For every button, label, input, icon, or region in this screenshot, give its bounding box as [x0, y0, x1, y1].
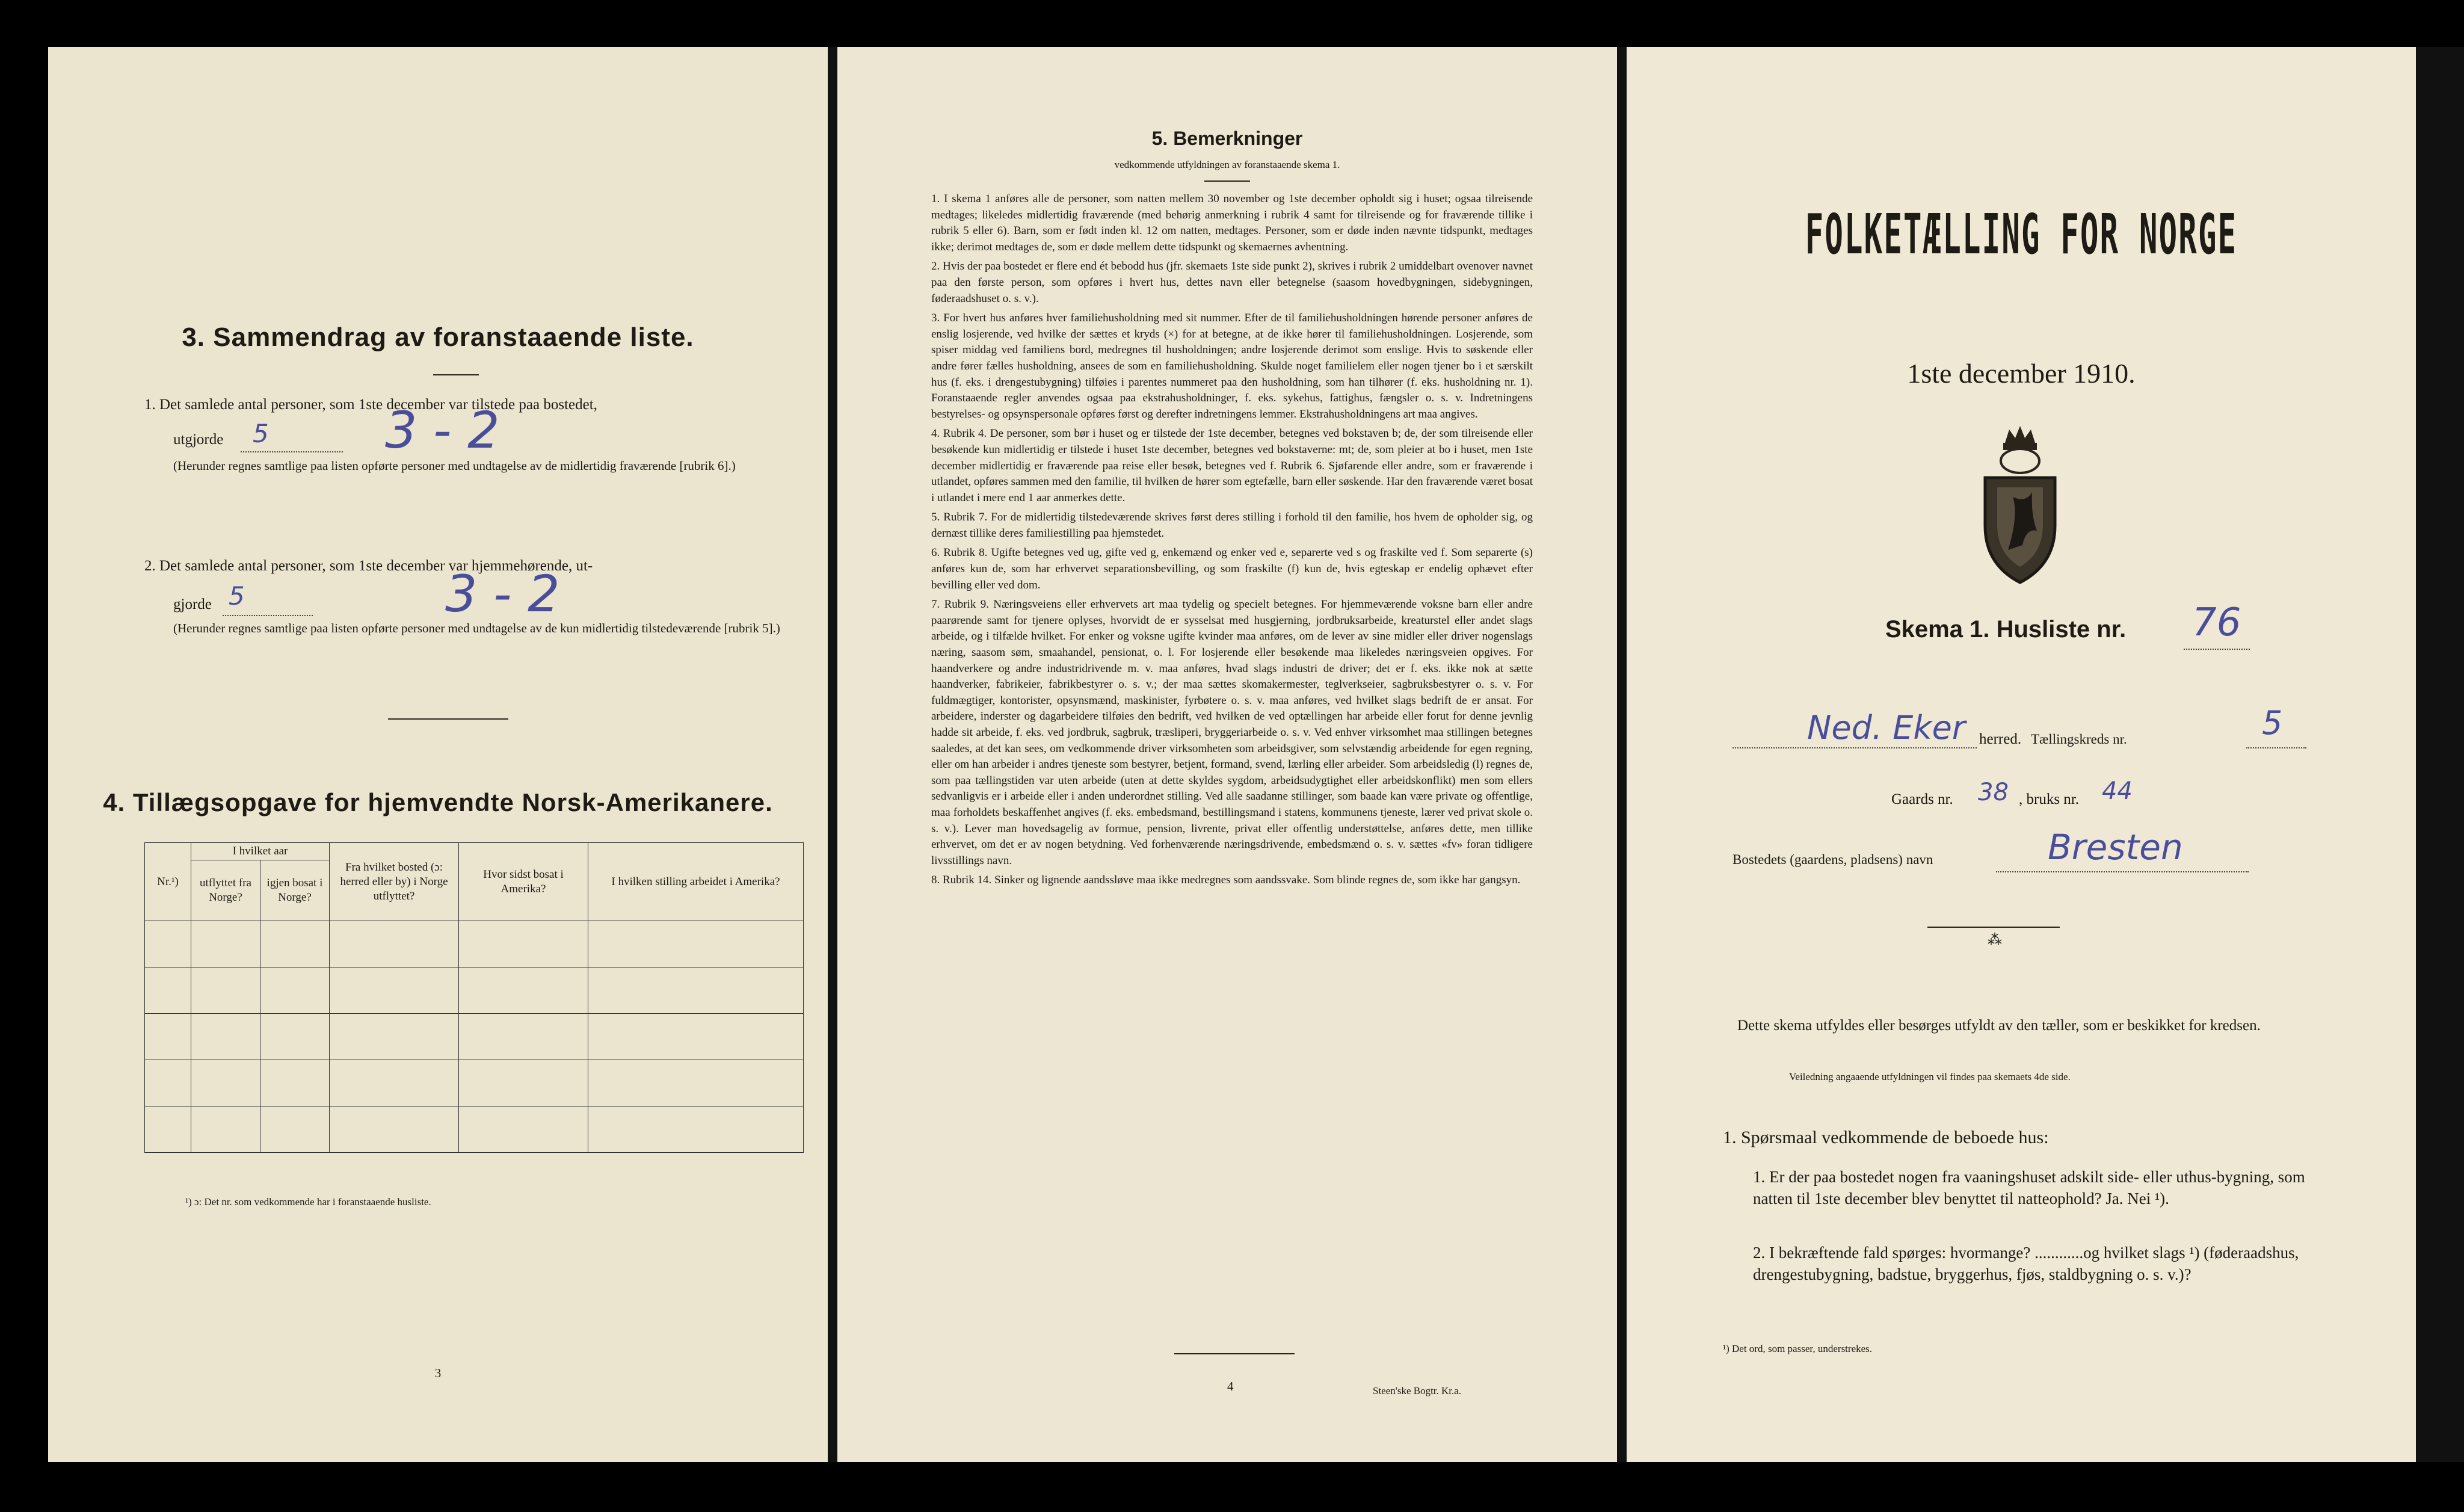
ornament-icon: ⁂ — [1988, 933, 2002, 948]
footnote: ¹) Det ord, som passer, understrekes. — [1723, 1343, 1873, 1354]
item2-handwritten-b: 3 - 2 — [445, 564, 560, 623]
section-3-title: 3. Sammendrag av foranstaaende liste. — [182, 322, 694, 352]
item2-note: (Herunder regnes samtlige paa listen opførte personer med undtagelse av de kun midlertidig tilstedeværende [rubrik 5].) — [173, 621, 780, 635]
item1-handwritten-a: 5 — [253, 419, 269, 448]
page-left — [48, 47, 828, 1462]
page-number: 3 — [434, 1366, 442, 1380]
table-row — [145, 1060, 804, 1106]
item2-handwritten-a: 5 — [229, 581, 245, 611]
divider — [388, 718, 508, 720]
item1-label: utgjorde — [173, 431, 224, 448]
gaards-label: Gaards nr. — [1891, 791, 1953, 807]
bruks-label: , bruks nr. — [2019, 791, 2079, 807]
page-edge — [2416, 47, 2464, 1462]
item1-note: (Herunder regnes samtlige paa listen opførte personer med undtagelse av de midlertidig fraværende [rubrik 6].) — [173, 458, 736, 473]
printer-mark: Steen'ske Bogtr. Kr.a. — [1373, 1385, 1462, 1396]
table-footnote: ¹) ɔ: Det nr. som vedkommende har i foranstaaende husliste. — [185, 1196, 431, 1208]
page-right — [1627, 47, 2416, 1462]
divider — [433, 374, 479, 375]
bosted-label: Bostedets (gaardens, pladsens) navn — [1732, 852, 1933, 867]
col-position: I hvilken stilling arbeidet i Amerika? — [588, 843, 804, 921]
remark-7: 7. Rubrik 9. Næringsveiens eller erhvervets art maa tydelig og specielt betegnes. For hjemmeværende voksne barn eller andre paarørende samt for tjenere oplyses, hvorvidt de er sysselsat med husgjerning, jordbruksarbeide, kreaturstel eller andet slags arbeide, og i tilfælde hvilket. For enker og voksne ugifte kvinder maa anføres, om de lever av sine midler eller driver nogenslags næring, saasom søm, smaahandel, pensionat, o. l. For losjerende eller besøkende maa likeledes næringsveien opgives. For haandverkere og andre industridrivende m. v. maa anføres, hvad slags industri de driver; det er f. eks. ikke nok at sætte haandverker, fabrikeier, fabrikbestyrer o. s. v.; der maa sættes skomakermester, teglverkseier, sagbruksbestyrer o. s. v. For fuldmægtiger, kontorister, opsynsmænd, maskinister, fyrbøtere o. s. v. maa anføres, ved hvilket slags bedrift de er ansat. For arbeidere, inderster og dagarbeidere tilføies den bedrift, ved hvilken de ved optællingen har arbeide eller forut for denne jevnlig hadde sit arbeide, f. eks. ved jordbruk, sagbruk, træsliperi, bryggeriarbeide o. s. v. Ved enhver virksomhet maa stillingen betegnes saaledes, at det kan sees, om vedkommende driver virksomheten som arbeidsgiver, som selvstændig arbeidende for egen regning, eller om han arbeider i andres tjeneste som bestyrer, betjent, formand, svend, lærling eller arbeider. Som arbeidsledig (l) regnes de, som paa tællingstiden var uten arbeide (uten at dette skyldes sygdom, arbeidsudygtighet eller arbeidskonflikt) men som ellers sedvanligvis er i arbeide eller i anden underordnet stilling. Ved alle saadanne stillinger, som baade kan være private og offentlige, maa forholdets beskaffenhet angives (f. eks. embedsmand, bestillingsmand i statens, kommunens tjeneste, lærer ved privat skole o. s. v.). Lever man hovedsagelig av formue, pension, livrente, privat eller offentlig understøttelse, anføres dette, men tillike erhvervet, om det er av nogen betydning. Ved forhenværende næringsdrivende, embedsmænd o. s. v. sættes «fv» foran tidligere livsstillings navn. — [931, 598, 1533, 867]
table-row — [145, 1106, 804, 1153]
item1-text: 1. Det samlede antal personer, som 1ste december var tilstede paa bostedet, — [144, 397, 597, 413]
col-last-residence: Hvor sidst bosat i Amerika? — [459, 843, 588, 921]
herred-line — [1732, 747, 1977, 748]
norsk-amerikanere-table — [144, 842, 804, 1153]
kreds-label: Tællingskreds nr. — [2031, 732, 2127, 747]
col-from-where: Fra hvilket bosted (ɔ: herred eller by) i Norge utflyttet? — [330, 843, 459, 921]
table-row — [145, 967, 804, 1014]
dotted-line — [1996, 871, 2249, 872]
coat-of-arms-icon — [1972, 425, 2068, 587]
bosted-name: Bresten — [2048, 827, 2183, 868]
question-1: 1. Er der paa bostedet nogen fra vaaningshuset adskilt side- eller uthus-bygning, som natten til 1ste december blev benyttet til natteophold? Ja. Nei ¹). — [1753, 1168, 2305, 1208]
gaards-number: 38 — [1978, 779, 2009, 806]
divider — [1174, 1353, 1295, 1354]
husliste-number: 76 — [2192, 600, 2241, 645]
item2-dotted-line — [223, 615, 313, 616]
intro-note: Veiledning angaaende utfyldningen vil findes paa skemaets 4de side. — [1789, 1071, 2071, 1082]
intro-text: Dette skema utfyldes eller besørges utfyldt av den tæller, som er beskikket for kredsen. — [1737, 1017, 2261, 1034]
table-row — [145, 921, 804, 967]
question-section-title: 1. Spørsmaal vedkommende de beboede hus: — [1723, 1128, 2049, 1147]
item1-handwritten-b: 3 - 2 — [385, 401, 500, 460]
schema-label: Skema 1. Husliste nr. — [1885, 616, 2127, 643]
remark-4: 4. Rubrik 4. De personer, som bør i huset og er tilstede der 1ste december, betegnes ved bokstaven b; de, der som tilreisende eller besøkende kun midlertidig er tilstede i huset 1ste december, betegnes ved bokstaverne: mt; de, som pleier at bo i huset, men 1ste december midlertidig er fraværende paa reise eller besøk, betegnes ved f. Rubrik 6. Sjøfarende eller andre, som er fraværende i utlandet, opføres sammen med den familie, til hvilken de hører som egtefælle, barn eller søskende. Har den fraværende været bosat i utlandet i mere end 1 aar anmerkes dette. — [931, 427, 1533, 504]
census-date: 1ste december 1910. — [1907, 358, 2136, 389]
divider — [1927, 927, 2060, 928]
dotted-line — [2184, 649, 2250, 650]
item1-dotted-line — [241, 451, 343, 452]
page-fold — [1617, 47, 1627, 1462]
question-2: 2. I bekræftende fald spørges: hvormange? ............og hvilket slags ¹) (føderaadshus, drengestubygning, badstue, bryggerhus, fjøs, staldbygning o. s. v.)? — [1753, 1244, 2299, 1283]
page-fold — [828, 47, 837, 1462]
remark-8: 8. Rubrik 14. Sinker og lignende aandssløve maa ikke medregnes som aandssvake. Som blinde regnes de, som ikke har gangsyn. — [931, 874, 1521, 887]
table-row — [145, 1014, 804, 1060]
herred-label: herred. — [1979, 731, 2022, 747]
page-middle — [837, 47, 1617, 1462]
bruks-number: 44 — [2102, 777, 2133, 805]
remarks-list — [931, 191, 1533, 892]
herred-name: Ned. Eker — [1807, 709, 1966, 747]
col-year-group: I hvilket aar — [191, 843, 330, 860]
kreds-number: 5 — [2262, 704, 2283, 742]
remark-5: 5. Rubrik 7. For de midlertidig tilstedeværende skrives først deres stilling i forhold til den familie, hos hvem de opholder sig, og dernæst tillike deres familiestilling paa hjemstedet. — [931, 511, 1533, 540]
divider — [1204, 181, 1250, 182]
section-4-title: 4. Tillægsopgave for hjemvendte Norsk-Amerikanere. — [103, 788, 773, 816]
section-5-title: 5. Bemerkninger — [1151, 128, 1303, 149]
col-returned: igjen bosat i Norge? — [260, 860, 330, 921]
item2-label: gjorde — [173, 596, 212, 613]
remark-6: 6. Rubrik 8. Ugifte betegnes ved ug, gifte ved g, enkemænd og enker ved e, separerte ved s og fraskilte ved f. Som separerte (s) anføres kun de, som har erhvervet separationsbevilling, og som fraskilte (f) kun de, hvis egteskap er endelig ophævet efter bevilling eller ved dom. — [931, 546, 1533, 591]
col-nr: Nr.¹) — [145, 843, 191, 921]
dotted-line — [2246, 747, 2306, 748]
page-number: 4 — [1227, 1379, 1234, 1393]
remark-1: 1. I skema 1 anføres alle de personer, som natten mellem 30 november og 1ste december opholdt sig i huset; ogsaa tilreisende medtages; likeledes midlertidig fraværende (med behørig anmerkning i rubrik 4 samt for tilreisende og for fraværende tillike i rubrik 5 eller 6). Barn, som er født inden kl. 12 om natten, medtages. Personer, som er døde inden nævnte tidspunkt, medtages ikke; derimot medtages de, som er døde mellem dette tidspunkt og skemaernes avhentning. — [931, 193, 1533, 253]
section-5-subtitle: vedkommende utfyldningen av foranstaaende skema 1. — [1114, 159, 1340, 170]
col-emigrated: utflyttet fra Norge? — [191, 860, 260, 921]
remark-3: 3. For hvert hus anføres hver familiehusholdning med sit nummer. Efter de til familiehusholdningen hørende personer anføres de enslig losjerende, ved hvilke der sættes et kryds (×) for at betegne, at de ikke hører til familiehusholdningen. Losjerende, som spiser middag ved familiens bord, medregnes til husholdningen; andre losjerende derimot som enslige. Hvis to søskende eller andre fører fælles husholdning, ansees de som en familiehusholdning. Skulde noget familielem eller nogen tjener bo i et særskilt hus (f. eks. i drengestubygning) tilføies i parentes nummeret paa den husholdning, som han tilhører (f. eks. husholdning nr. 1). Foranstaaende regler anvendes ogsaa paa ekstrahusholdninger, f. eks. sykehus, fattighus, fængsler o. s. v. Indretningens bestyrelses- og opsynspersonale opføres først og derefter indretningens lemmer. Ekstrahusholdningens art maa angives. — [931, 312, 1533, 421]
census-title: FOLKETÆLLING FOR NORGE — [1805, 202, 2238, 267]
remark-2: 2. Hvis der paa bostedet er flere end ét bebodd hus (jfr. skemaets 1ste side punkt 2), skrives i rubrik 2 umiddelbart ovenover navnet paa den første person, som opføres i hvert hus, dettes navn eller betegnelse (saasom hovedbygningen, sidebygningen, føderaadshuset o. s. v.). — [931, 260, 1533, 305]
item2-text: 2. Det samlede antal personer, som 1ste december var hjemmehørende, ut- — [144, 558, 593, 574]
